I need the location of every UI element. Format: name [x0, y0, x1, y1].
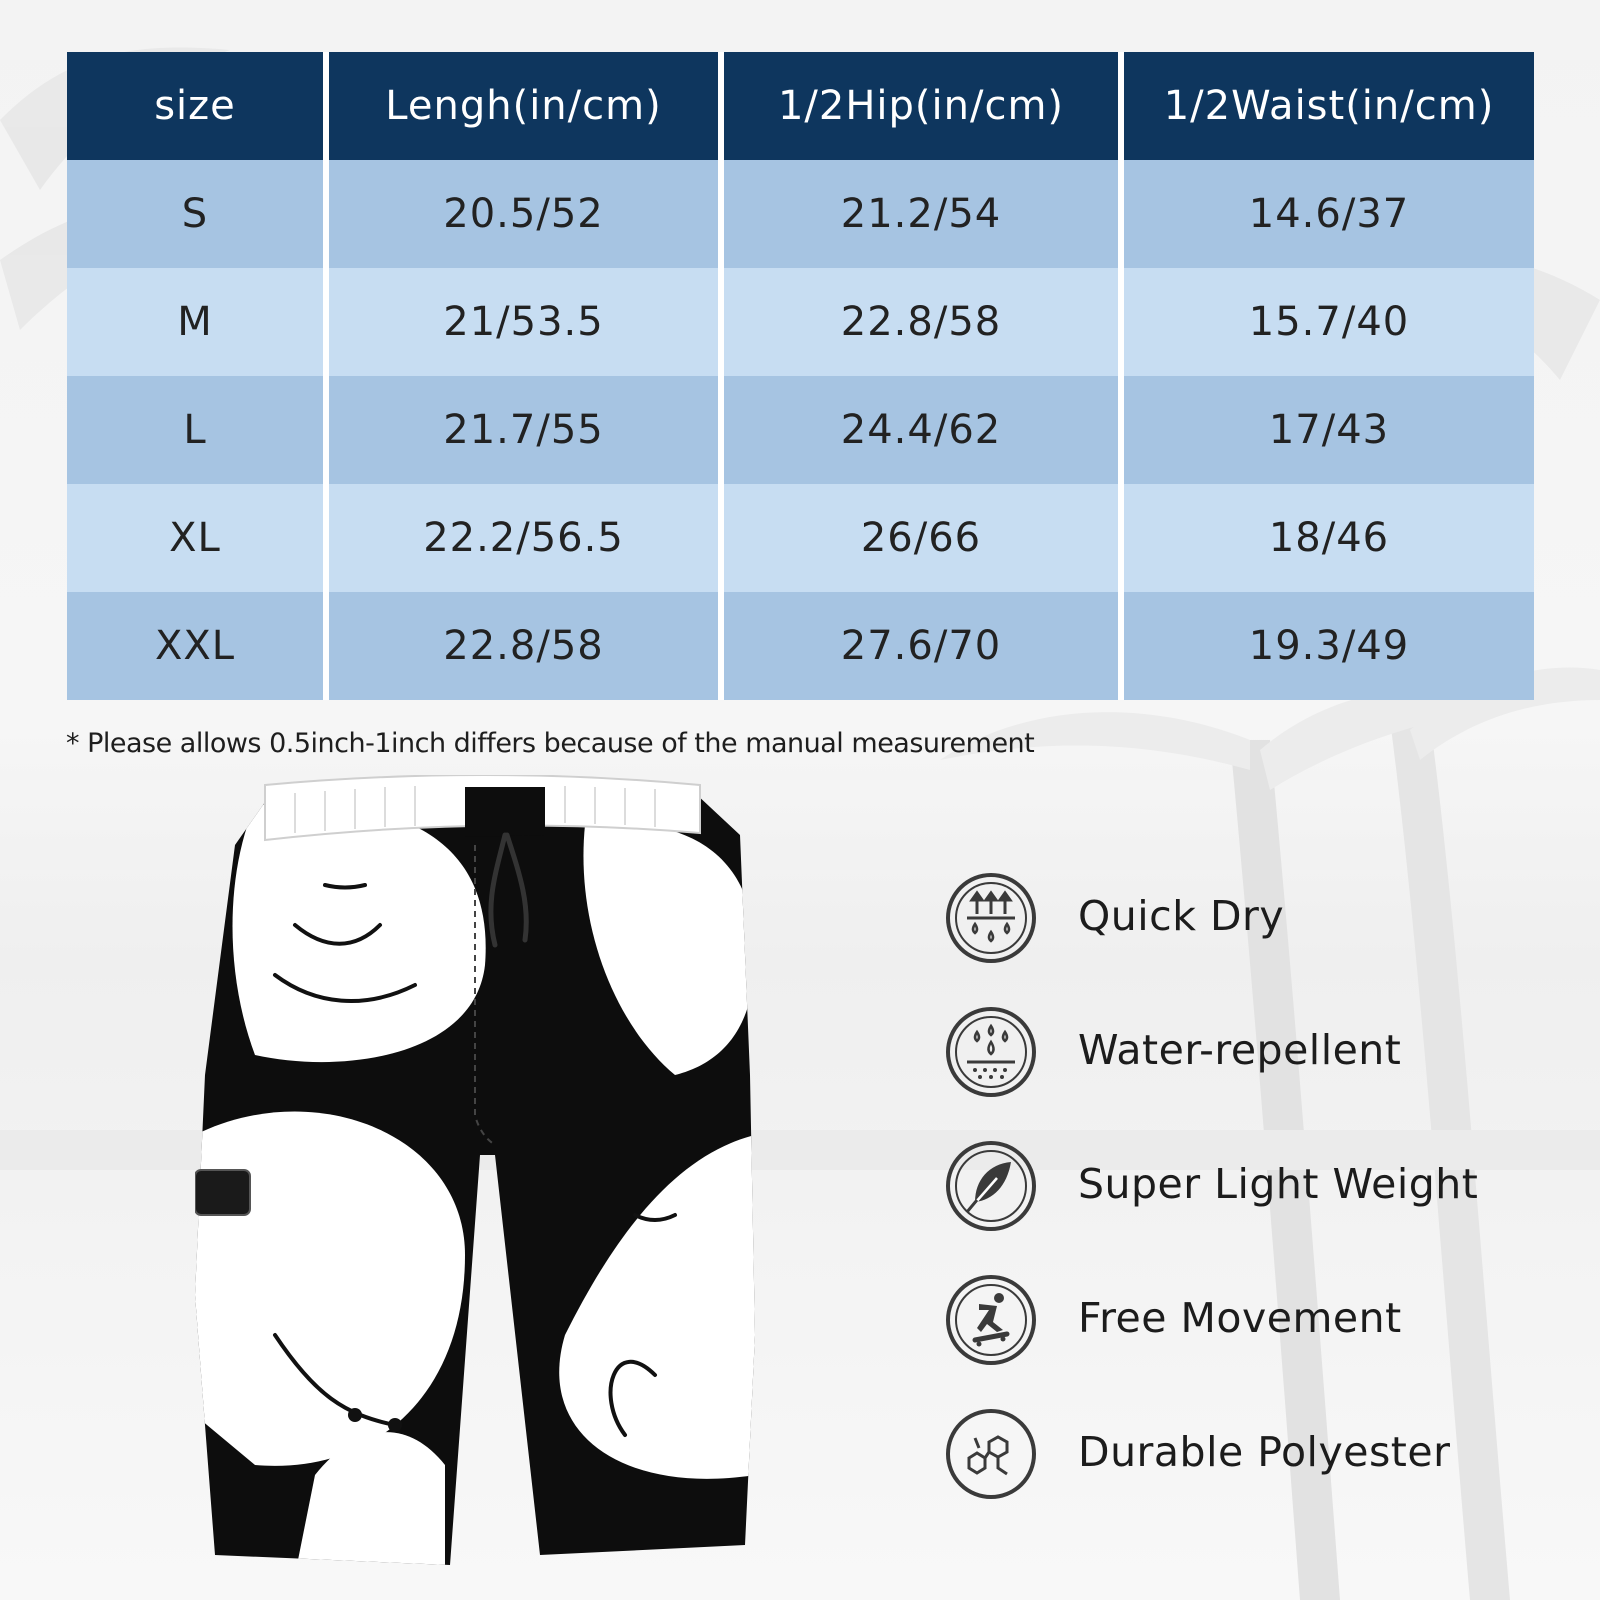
hip-cell: 26/66	[724, 484, 1124, 592]
water-repellent-icon	[945, 1006, 1037, 1098]
waist-cell: 17/43	[1124, 376, 1534, 484]
hip-cell: 22.8/58	[724, 268, 1124, 376]
measurement-note: * Please allows 0.5inch-1inch differs because of the manual measurement	[66, 728, 1035, 759]
size-chart-table	[67, 52, 1534, 700]
feature-super-light-weight	[945, 1140, 1565, 1232]
size-cell: S	[67, 160, 329, 268]
feather-icon	[945, 1140, 1037, 1232]
feature-label: Durable Polyester	[1078, 1428, 1451, 1476]
size-cell: XL	[67, 484, 329, 592]
feature-label: Super Light Weight	[1078, 1160, 1479, 1208]
hip-cell: 24.4/62	[724, 376, 1124, 484]
header-half-waist: 1/2Waist(in/cm)	[1124, 52, 1534, 160]
length-cell: 22.8/58	[329, 592, 724, 700]
feature-quick-dry	[945, 872, 1565, 964]
size-cell: M	[67, 268, 329, 376]
waist-cell: 19.3/49	[1124, 592, 1534, 700]
table-row	[67, 484, 1534, 592]
table-header-row	[67, 52, 1534, 160]
quick-dry-icon	[945, 872, 1037, 964]
board-shorts-image	[195, 775, 775, 1575]
header-half-hip: 1/2Hip(in/cm)	[724, 52, 1124, 160]
table-row	[67, 376, 1534, 484]
waist-cell: 14.6/37	[1124, 160, 1534, 268]
waist-cell: 18/46	[1124, 484, 1534, 592]
length-cell: 21.7/55	[329, 376, 724, 484]
table-row	[67, 160, 1534, 268]
length-cell: 21/53.5	[329, 268, 724, 376]
feature-free-movement	[945, 1274, 1565, 1366]
length-cell: 22.2/56.5	[329, 484, 724, 592]
size-cell: L	[67, 376, 329, 484]
table-row	[67, 268, 1534, 376]
hip-cell: 27.6/70	[724, 592, 1124, 700]
table-row	[67, 592, 1534, 700]
molecule-icon	[945, 1408, 1037, 1500]
feature-water-repellent	[945, 1006, 1565, 1098]
length-cell: 20.5/52	[329, 160, 724, 268]
header-length: Lengh(in/cm)	[329, 52, 724, 160]
skateboarder-icon	[945, 1274, 1037, 1366]
feature-label: Free Movement	[1078, 1294, 1402, 1342]
feature-durable-polyester	[945, 1408, 1565, 1500]
header-size: size	[67, 52, 329, 160]
hip-cell: 21.2/54	[724, 160, 1124, 268]
feature-label: Water-repellent	[1078, 1026, 1402, 1074]
size-cell: XXL	[67, 592, 329, 700]
waist-cell: 15.7/40	[1124, 268, 1534, 376]
feature-label: Quick Dry	[1078, 892, 1285, 940]
